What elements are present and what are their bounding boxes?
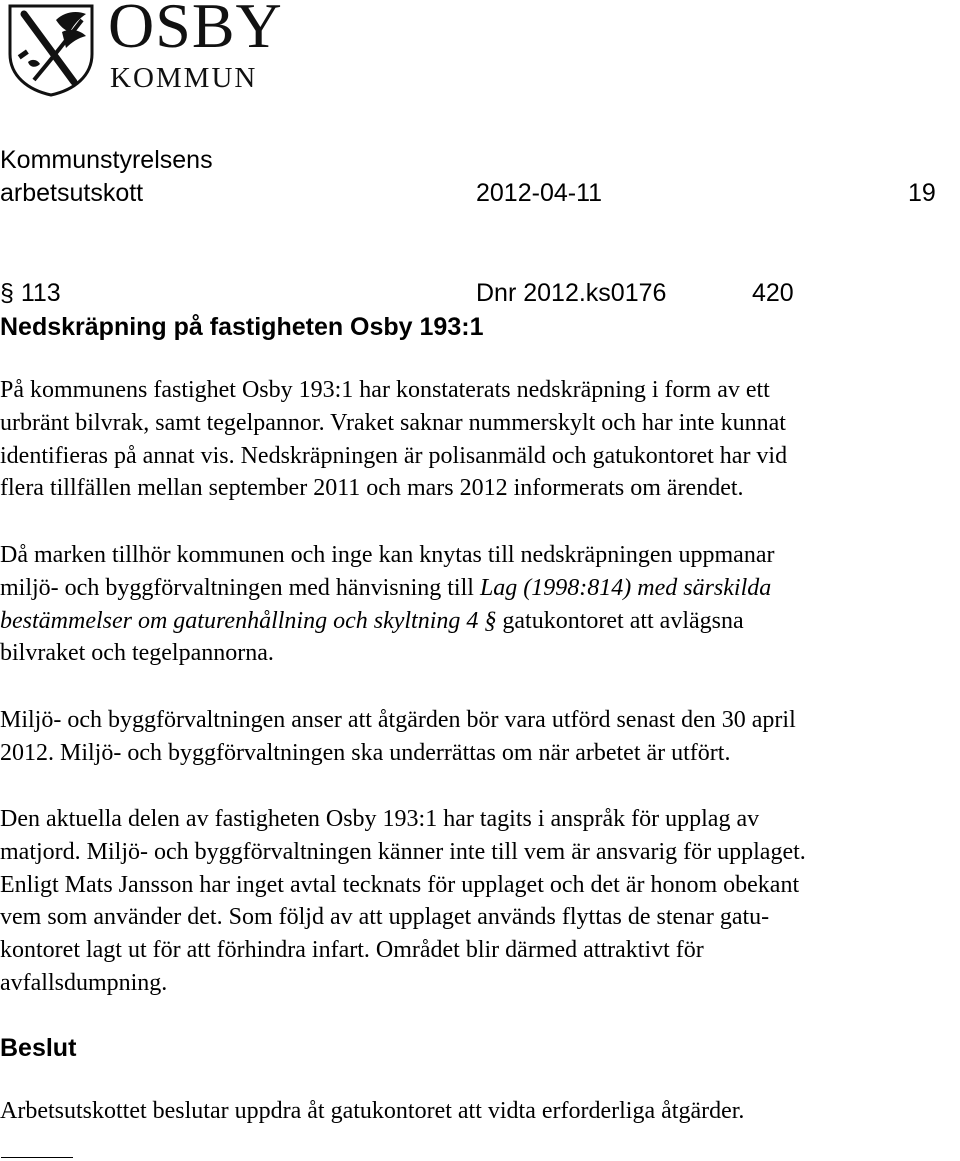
text-line: avfallsdumpning. [0, 969, 168, 996]
text-line: identifieras på annat vis. Nedskräpningen är polisanmäld och gatukontoret har vid [0, 442, 788, 469]
text-line [0, 572, 960, 605]
text-line: vem som använder det. Som följd av att upplaget används flyttas de stenar gatu- [0, 904, 770, 931]
decision-text [0, 1095, 960, 1128]
text-line: Arbetsutskottet beslutar uppdra åt gatukontoret att vidta erforderliga åtgärder. [0, 1098, 745, 1124]
text-line: urbränt bilvrak, samt tegelpannor. Vraket saknar nummerskylt och har inte kunnat [0, 409, 786, 436]
decision-heading: Beslut [0, 1034, 77, 1062]
text-line: Enligt Mats Jansson har inget avtal tecknats för upplaget och det är honom obekant [0, 871, 800, 898]
paragraph-number: § 113 [0, 279, 61, 307]
coat-of-arms-icon [4, 2, 104, 97]
header-date: 2012-04-11 [476, 179, 603, 207]
text-line: bilvraket och tegelpannorna. [0, 640, 274, 667]
text-line: Miljö- och byggförvaltningen anser att åtgärden bör vara utförd senast den 30 april [0, 707, 796, 733]
text-line: Den aktuella delen av fastigheten Osby 193:1 har tagits i anspråk för upplag av [0, 806, 760, 832]
body-paragraph-4 [0, 803, 960, 1000]
law-reference-cont: bestämmelser om gaturenhållning och skyltning 4 § [0, 607, 497, 634]
text-line: Då marken tillhör kommunen och inge kan knytas till nedskräpningen uppmanar [0, 542, 775, 568]
page-number: 19 [908, 179, 936, 207]
logo-subtitle: KOMMUN [110, 62, 258, 94]
footer-divider [1, 1157, 73, 1158]
text-line: kontoret lagt ut för att förhindra infart. Området blir därmed attraktivt för [0, 937, 704, 964]
body-paragraph-2 [0, 539, 960, 670]
law-reference: Lag (1998:814) med särskilda [479, 574, 772, 601]
text-span: miljö- och byggförvaltningen med hänvisning till [0, 574, 480, 601]
osby-kommun-logo [4, 2, 284, 97]
text-line: matjord. Miljö- och byggförvaltningen känner inte till vem är ansvarig för upplaget. [0, 838, 806, 865]
section-title: Nedskräpning på fastigheten Osby 193:1 [0, 313, 484, 341]
text-line [0, 605, 960, 638]
case-number: Dnr 2012.ks0176 [476, 279, 667, 307]
text-line: 2012. Miljö- och byggförvaltningen ska underrättas om när arbetet är utfört. [0, 739, 731, 766]
text-line: På kommunens fastighet Osby 193:1 har konstaterats nedskräpning i form av ett [0, 377, 770, 403]
logo-wordmark: OSBY [108, 0, 283, 61]
body-paragraph-3 [0, 704, 960, 770]
header-org-line1: Kommunstyrelsens [0, 146, 213, 174]
body-paragraph-1 [0, 374, 960, 505]
text-line: flera tillfällen mellan september 2011 och mars 2012 informerats om ärendet. [0, 475, 744, 502]
text-span: gatukontoret att avlägsna [496, 607, 744, 634]
reference-code: 420 [752, 279, 794, 307]
header-org-line2: arbetsutskott [0, 179, 144, 207]
